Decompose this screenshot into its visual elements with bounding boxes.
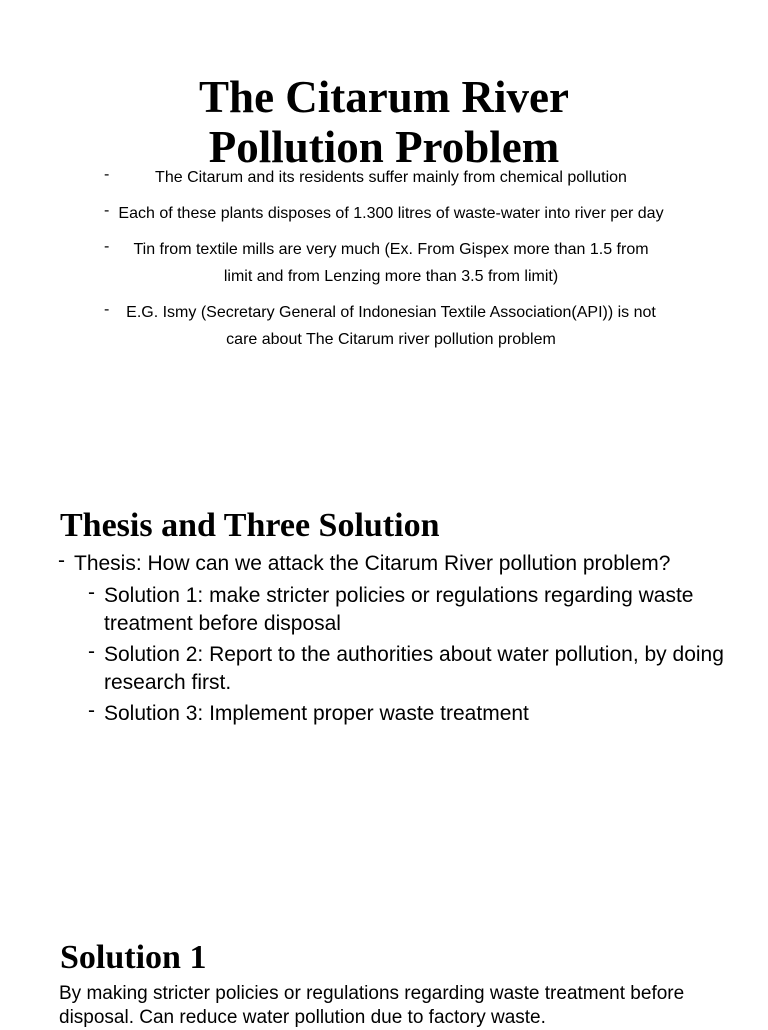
- bullet-dash: -: [88, 699, 95, 722]
- slide-solution-1: [0, 864, 768, 1028]
- solution-text: Solution 3: Implement proper waste treatment: [104, 702, 529, 725]
- slide-citarum-pollution: [0, 0, 768, 432]
- bullet-dash: -: [104, 301, 110, 318]
- thesis-text: Thesis: How can we attack the Citarum River pollution problem?: [74, 552, 671, 575]
- bullet-dash: -: [104, 202, 110, 219]
- bullet-dash: -: [58, 549, 65, 572]
- list-item: [96, 236, 686, 290]
- slide-title-line-2: Pollution Problem: [208, 122, 560, 173]
- slide-title: Solution 1: [60, 939, 207, 977]
- list-item: [88, 582, 728, 638]
- bullet-text: Each of these plants disposes of 1.300 litres of waste-water into river per day: [118, 205, 664, 222]
- bullet-text: The Citarum and its residents suffer mainly from chemical pollution: [155, 169, 627, 186]
- solution-text: Solution 2: Report to the authorities about water pollution, by doing research first.: [104, 643, 724, 694]
- solutions-list: [88, 582, 728, 728]
- list-item: [88, 700, 728, 728]
- list-item: [96, 200, 686, 227]
- bullet-dash: -: [88, 640, 95, 663]
- bullet-dash: -: [88, 581, 95, 604]
- bullet-text: Tin from textile mills are very much (Ex. From Gispex more than 1.5 from limit and from Lenzing more than 3.5 from limit): [133, 241, 649, 285]
- list-item: [96, 299, 686, 353]
- bullet-dash: -: [104, 238, 110, 255]
- slide-thesis-solutions: [0, 432, 768, 864]
- bullet-text: E.G. Ismy (Secretary General of Indonesian Textile Association(API)) is not care about The Citarum river pollution problem: [126, 304, 656, 348]
- slide-title-line-1: The Citarum River: [199, 72, 569, 123]
- solution-paragraph: By making stricter policies or regulations regarding waste treatment before disposal. Can reduce water pollution due to factory waste.: [59, 983, 685, 1028]
- thesis-bullet-list: [58, 550, 728, 731]
- thesis-item: [58, 550, 728, 728]
- solution-text: Solution 1: make stricter policies or regulations regarding waste treatment before disposal: [104, 584, 694, 635]
- list-item: [88, 641, 728, 697]
- slide-title: [0, 72, 768, 172]
- list-item: [96, 164, 686, 191]
- bullet-dash: -: [104, 166, 110, 183]
- slide-title: Thesis and Three Solution: [60, 507, 440, 545]
- pollution-bullet-list: [96, 164, 686, 362]
